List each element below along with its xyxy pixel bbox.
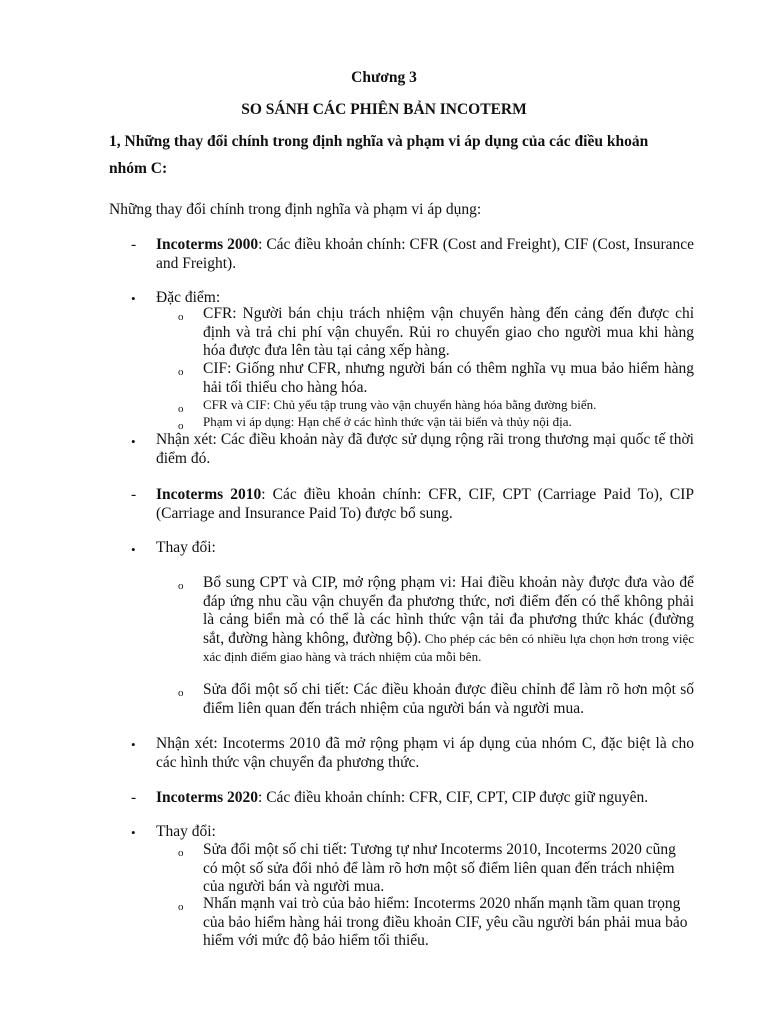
- incoterms-2010-cpt-cip: [203, 574, 694, 667]
- dash-marker: -: [131, 236, 137, 253]
- incoterms-2010-details: Sửa đổi một số chi tiết: Các điều khoản được điều chỉnh để làm rõ hơn một số điểm liên quan đến trách nhiệm của người bán và người mua.: [203, 681, 694, 717]
- incoterms-2010-item: [156, 486, 694, 523]
- incoterms-2000-item: [156, 236, 694, 273]
- incoterms-2020-changes-label: Thay đổi:: [156, 823, 216, 840]
- incoterms-2020-text: : Các điều khoản chính: CFR, CIF, CPT, CIP được giữ nguyên.: [258, 789, 649, 806]
- incoterms-2000-cfr: CFR: Người bán chịu trách nhiệm vận chuyển hàng đến cảng đến được chỉ định và trả chi phí vận chuyển. Rủi ro chuyển giao cho người mua khi hàng hóa được đưa lên tàu tại cảng xếp hàng.: [203, 305, 694, 359]
- section-intro: Những thay đổi chính trong định nghĩa và phạm vi áp dụng:: [109, 201, 482, 218]
- incoterms-2000-cif: CIF: Giống như CFR, nhưng người bán có thêm nghĩa vụ mua bảo hiểm hàng hải tối thiểu cho hàng hóa.: [203, 360, 694, 396]
- circle-marker: o: [178, 366, 184, 378]
- incoterms-2000-features-label: Đặc điểm:: [156, 289, 221, 306]
- incoterms-2000-label: Incoterms 2000: [156, 236, 259, 253]
- bullet-marker: •: [131, 825, 136, 840]
- circle-marker: o: [178, 311, 184, 323]
- bullet-marker: •: [131, 542, 136, 557]
- circle-marker: o: [178, 901, 184, 913]
- chapter-title: Chương 3: [351, 69, 417, 86]
- incoterms-2010-cpt-cip-main: Bổ sung CPT và CIP, mở rộng phạm vi: Hai điều khoản này được đưa vào để đáp ứng nhu cầu vận chuyển đa phương thức, nơi điểm đến có thể không phải là cảng biển mà có thể là các hình thức vận tải đa phương thức khác (đường sắt, đường hàng không, đường bộ).: [203, 574, 694, 647]
- bullet-marker: •: [131, 737, 136, 752]
- dash-marker: -: [131, 486, 137, 503]
- incoterms-2020-label: Incoterms 2020: [156, 789, 259, 806]
- circle-marker: o: [178, 687, 184, 699]
- incoterms-2000-scope: Phạm vi áp dụng: Hạn chế ở các hình thức vận tải biển và thủy nội địa.: [203, 414, 572, 429]
- incoterms-2020-item: [156, 789, 648, 808]
- incoterms-2010-label: Incoterms 2010: [156, 486, 262, 503]
- circle-marker: o: [178, 847, 184, 859]
- incoterms-2000-sea: CFR và CIF: Chủ yếu tập trung vào vận chuyển hàng hóa bằng đường biển.: [203, 397, 597, 412]
- incoterms-2010-cpt-cip-note: Cho phép các bên có nhiều lựa chọn hơn trong việc xác định điểm giao hàng và trách nhiệm của mỗi bên.: [203, 630, 694, 664]
- bullet-marker: •: [131, 291, 136, 306]
- incoterms-2020-details: Sửa đổi một số chi tiết: Tương tự như Incoterms 2010, Incoterms 2020 cũng có một số sửa đổi nhỏ để làm rõ hơn một số điểm liên quan đến trách nhiệm của người bán và người mua.: [203, 841, 676, 895]
- incoterms-2000-remark: Nhận xét: Các điều khoản này đã được sử dụng rộng rãi trong thương mại quốc tế thời điểm đó.: [156, 431, 694, 467]
- circle-marker: o: [178, 403, 184, 415]
- document-title: SO SÁNH CÁC PHIÊN BẢN INCOTERM: [241, 101, 527, 118]
- bullet-marker: •: [131, 434, 136, 449]
- incoterms-2010-text: : Các điều khoản chính: CFR, CIF, CPT (Carriage Paid To), CIP (Carriage and Insurance Paid To) được bổ sung.: [156, 486, 694, 522]
- incoterms-2010-changes-label: Thay đổi:: [156, 539, 216, 556]
- circle-marker: o: [178, 420, 184, 432]
- dash-marker: -: [131, 789, 137, 806]
- circle-marker: o: [178, 580, 184, 592]
- incoterms-2000-text: : Các điều khoản chính: CFR (Cost and Freight), CIF (Cost, Insurance and Freight).: [156, 236, 694, 272]
- section-heading-line1: 1, Những thay đổi chính trong định nghĩa và phạm vi áp dụng của các điều khoản: [109, 133, 649, 150]
- section-heading-line2: nhóm C:: [109, 160, 168, 177]
- incoterms-2020-insurance: Nhấn mạnh vai trò của bảo hiểm: Incoterms 2020 nhấn mạnh tầm quan trọng của bảo hiểm hàng hải trong điều khoản CIF, yêu cầu người bán phải mua bảo hiểm với mức độ bảo hiểm tối thiểu.: [203, 895, 688, 949]
- incoterms-2010-remark: Nhận xét: Incoterms 2010 đã mở rộng phạm vi áp dụng của nhóm C, đặc biệt là cho các hình thức vận chuyển đa phương thức.: [156, 735, 694, 771]
